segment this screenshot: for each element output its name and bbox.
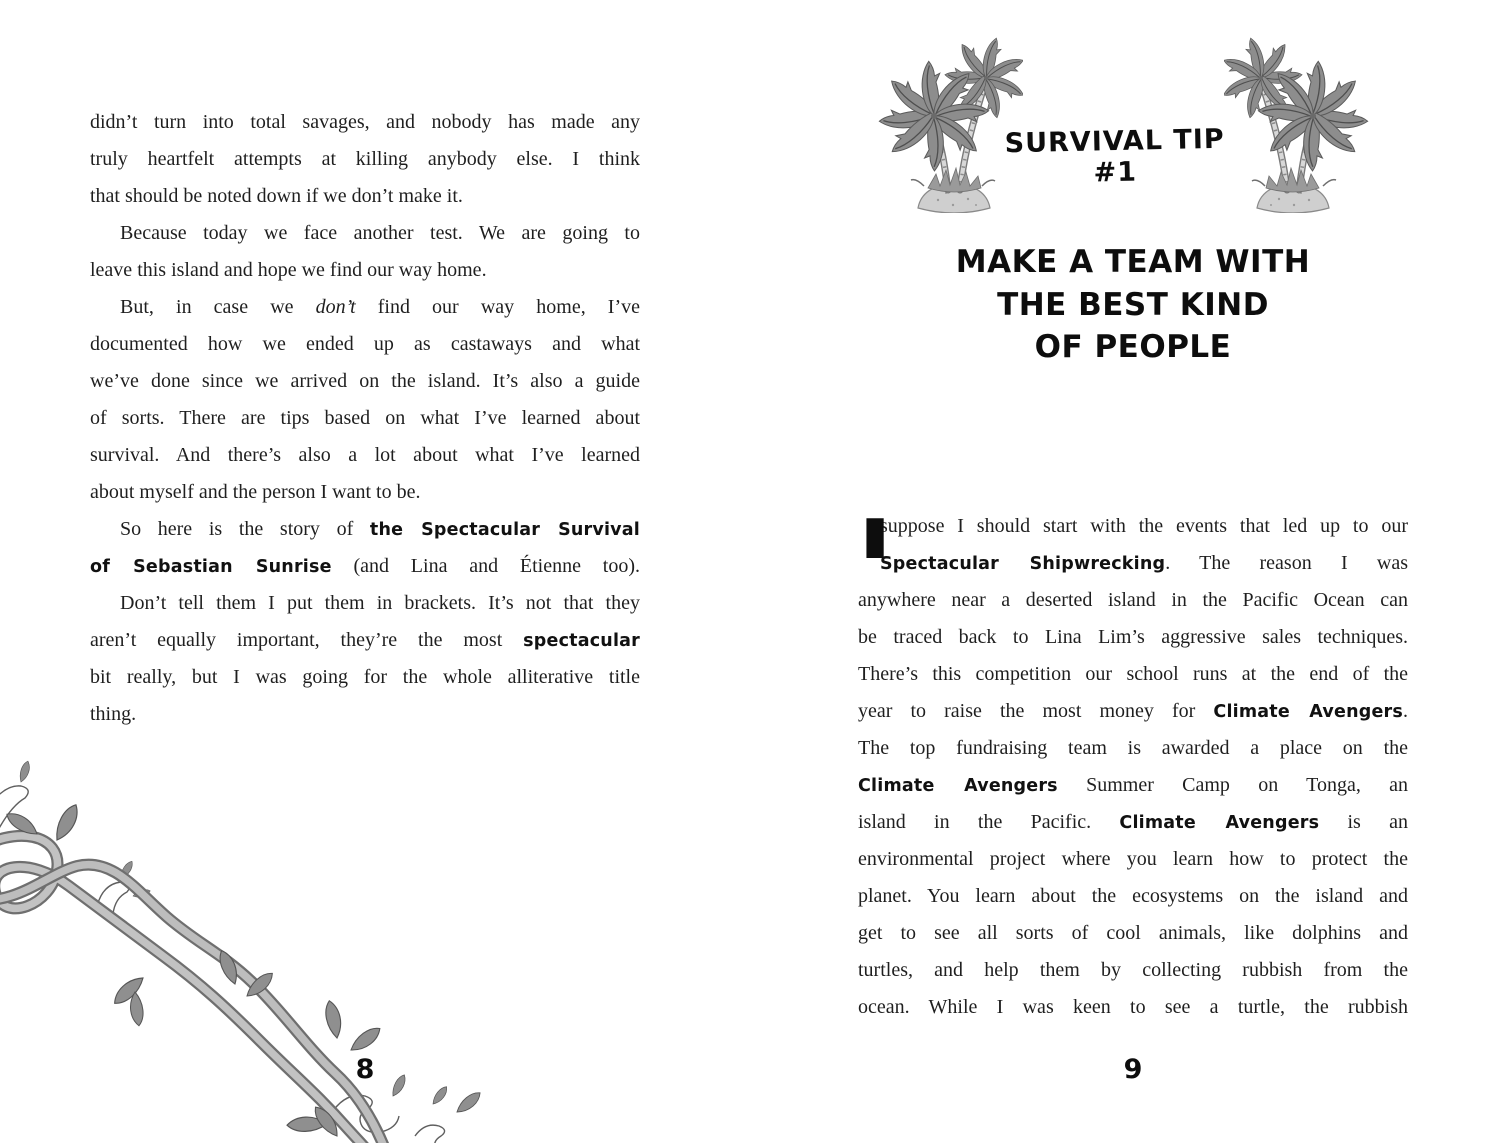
text-line: ocean. While I was keen to see a turtle, the rubbish [858, 996, 1408, 1018]
text-line: aren’t equally important, they’re the most spectacular [90, 629, 640, 651]
text-line: get to see all sorts of cool animals, like dolphins and [858, 922, 1408, 944]
text-line: truly heartfelt attempts at killing anybody else. I think [90, 148, 640, 170]
text-line: Don’t tell them I put them in brackets. It’s not that they [120, 592, 640, 614]
page-number: 9 [1123, 1054, 1143, 1085]
text-line: anywhere near a deserted island in the Pacific Ocean can [858, 589, 1408, 611]
text-line: year to raise the most money for Climate Avengers. [858, 700, 1408, 722]
text-line: of Sebastian Sunrise (and Lina and Étienne too). [90, 555, 640, 577]
text-line: of sorts. There are tips based on what I’ve learned about [90, 407, 640, 429]
text-line: about myself and the person I want to be. [90, 481, 421, 503]
chapter-title-line: OF PEOPLE [1034, 329, 1232, 365]
text-line: that should be noted down if we don’t make it. [90, 185, 463, 207]
drop-cap: I [858, 508, 893, 571]
text-line: The top fundraising team is awarded a place on the [858, 737, 1408, 759]
text-line: thing. [90, 703, 137, 725]
page-number: 8 [355, 1054, 375, 1085]
text-line: Climate Avengers Summer Camp on Tonga, an [858, 774, 1408, 796]
survival-tip-label: SURVIVAL TIP #1 [1004, 123, 1225, 189]
text-line: leave this island and hope we find our way home. [90, 259, 487, 281]
text-line: suppose I should start with the events that led up to our [880, 515, 1408, 537]
text-line: planet. You learn about the ecosystems on the island and [858, 885, 1408, 907]
text-line: turtles, and help them by collecting rubbish from the [858, 959, 1408, 981]
chapter-title [858, 241, 1408, 369]
text-line: Spectacular Shipwrecking. The reason I was [880, 552, 1408, 574]
chapter-title-line: THE BEST KIND [997, 286, 1269, 323]
text-line: There’s this competition our school runs at the end of the [858, 663, 1408, 685]
palm-trees-icon [1224, 28, 1369, 215]
chapter-title-line: MAKE A TEAM WITH [955, 244, 1311, 280]
right-page [750, 0, 1500, 1143]
left-page-text [90, 104, 640, 733]
text-line: But, in case we don’t find our way home, I’ve [120, 296, 640, 318]
text-line: be traced back to Lina Lim’s aggressive sales techniques. [858, 626, 1408, 648]
text-line: bit really, but I was going for the whole alliterative title [90, 666, 640, 688]
text-line: survival. And there’s also a lot about what I’ve learned [90, 444, 640, 466]
text-line: Because today we face another test. We are going to [120, 222, 640, 244]
text-line: didn’t turn into total savages, and nobody has made any [90, 111, 640, 133]
text-line: documented how we ended up as castaways and what [90, 333, 640, 355]
right-page-text [858, 508, 1408, 1026]
text-line: So here is the story of the Spectacular Survival [120, 518, 640, 540]
text-line: we’ve done since we arrived on the island. It’s also a guide [90, 370, 640, 392]
text-line: environmental project where you learn how to protect the [858, 848, 1408, 870]
text-line: island in the Pacific. Climate Avengers is an [858, 811, 1408, 833]
